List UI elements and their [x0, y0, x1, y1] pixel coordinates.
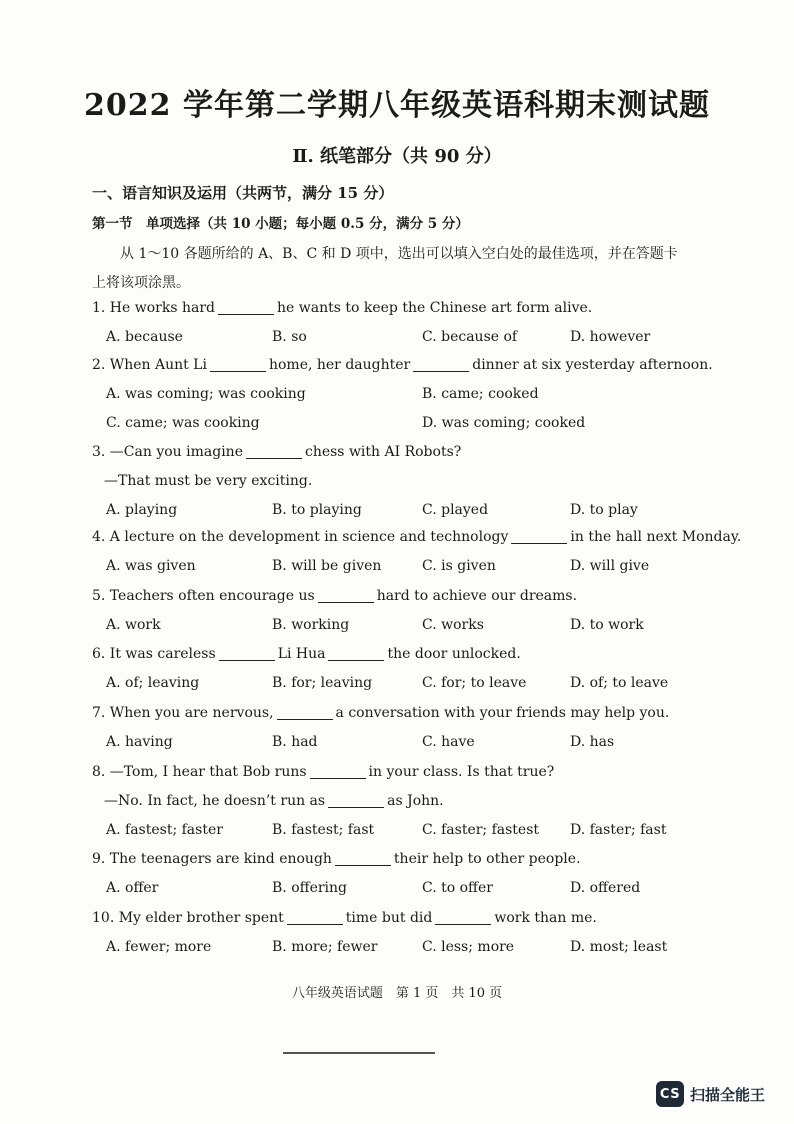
answer-option: B. for; leaving: [272, 675, 373, 691]
stem-text: their help to other people.: [393, 851, 581, 867]
answer-option: D. offered: [570, 880, 641, 896]
answer-option: C. works: [422, 617, 484, 633]
answer-option: D. most; least: [570, 939, 668, 955]
answer-blank: [435, 908, 491, 925]
answer-option: B. more; fewer: [272, 939, 378, 955]
options-row: [92, 933, 692, 962]
stem-text: as John.: [387, 793, 444, 809]
stem-text: in your class. Is that true?: [368, 764, 555, 780]
stem-text: a conversation with your friends may help you.: [335, 705, 670, 721]
answer-option: A. offer: [106, 880, 159, 896]
options-row: [92, 380, 692, 409]
stem-text: 7. When you are nervous,: [92, 705, 274, 721]
part-heading: 第一节 单项选择（共 10 小题；每小题 0.5 分，满分 5 分）: [92, 216, 469, 232]
stem-text: work than me.: [494, 910, 597, 926]
question-6: [92, 640, 692, 698]
stem-text: —That must be very exciting.: [104, 473, 313, 489]
stem-text: 2. When Aunt Li: [92, 357, 207, 373]
options-row: [92, 874, 692, 903]
answer-blank: [310, 762, 366, 779]
question-stem: [92, 582, 692, 611]
answer-option: B. so: [272, 329, 307, 345]
answer-blank: [210, 355, 266, 372]
question-stem: [92, 438, 692, 467]
scanner-app-name: 扫描全能王: [690, 1085, 766, 1104]
question-9: [92, 845, 692, 903]
answer-option: A. because: [106, 329, 183, 345]
stem-text: Li Hua: [277, 646, 326, 662]
answer-option: C. for; to leave: [422, 675, 527, 691]
stem-text: 6. It was careless: [92, 646, 216, 662]
answer-option: C. came; was cooking: [106, 415, 260, 431]
question-2: [92, 351, 713, 438]
stem-text: home, her daughter: [268, 357, 411, 373]
options-row: [92, 611, 692, 640]
answer-option: A. fastest; faster: [106, 822, 223, 838]
options-row: [92, 552, 692, 581]
question-stem: [92, 845, 692, 874]
stem-text: time but did: [345, 910, 433, 926]
answer-blank: [335, 849, 391, 866]
question-1: [92, 294, 692, 352]
answer-blank: [511, 527, 567, 544]
answer-option: B. fastest; fast: [272, 822, 375, 838]
answer-option: B. working: [272, 617, 350, 633]
answer-blank: [328, 644, 384, 661]
stem-text: 3. —Can you imagine: [92, 444, 243, 460]
question-5: [92, 582, 692, 640]
answer-option: D. to work: [570, 617, 644, 633]
exam-subtitle: Ⅱ. 纸笔部分（共 90 分）: [292, 146, 502, 167]
instructions: 从 1～10 各题所给的 A、B、C 和 D 项中，选出可以填入空白处的最佳选项，并在答题卡上将该项涂黑。: [92, 246, 678, 291]
stem-text: dinner at six yesterday afternoon.: [472, 357, 713, 373]
question-stem: [92, 467, 692, 496]
answer-option: D. was coming; cooked: [422, 415, 586, 431]
question-stem: [92, 758, 692, 787]
answer-option: A. fewer; more: [106, 939, 212, 955]
stem-text: he wants to keep the Chinese art form alive.: [277, 300, 593, 316]
question-stem: [92, 640, 692, 669]
stem-text: 5. Teachers often encourage us: [92, 588, 315, 604]
answer-option: C. have: [422, 734, 475, 750]
answer-option: D. of; to leave: [570, 675, 669, 691]
answer-option: A. was given: [106, 558, 196, 574]
answer-option: C. faster; fastest: [422, 822, 540, 838]
options-row: [92, 816, 692, 845]
answer-option: B. will be given: [272, 558, 382, 574]
answer-blank: [219, 644, 275, 661]
section-heading: 一、语言知识及运用（共两节，满分 15 分）: [92, 184, 394, 202]
answer-option: A. work: [106, 617, 161, 633]
camscanner-logo-icon: CS: [656, 1081, 684, 1107]
options-row: [92, 496, 692, 525]
answer-blank: [287, 908, 343, 925]
question-stem: [92, 699, 692, 728]
answer-option: D. faster; fast: [570, 822, 667, 838]
options-row: [92, 669, 692, 698]
options-row: [92, 728, 692, 757]
question-stem: [92, 904, 692, 933]
question-stem: [92, 523, 742, 552]
answer-option: A. of; leaving: [106, 675, 200, 691]
options-row: [92, 323, 692, 352]
answer-option: C. played: [422, 502, 489, 518]
answer-option: C. is given: [422, 558, 496, 574]
stem-text: 8. —Tom, I hear that Bob runs: [92, 764, 307, 780]
stem-text: 10. My elder brother spent: [92, 910, 284, 926]
answer-option: B. to playing: [272, 502, 362, 518]
question-10: [92, 904, 692, 962]
answer-option: D. however: [570, 329, 651, 345]
answer-blank: [277, 703, 333, 720]
answer-option: A. was coming; was cooking: [106, 386, 306, 402]
answer-option: A. playing: [106, 502, 178, 518]
stem-text: —No. In fact, he doesn’t run as: [104, 793, 326, 809]
answer-option: B. offering: [272, 880, 347, 896]
stem-text: chess with AI Robots?: [304, 444, 462, 460]
answer-option: A. having: [106, 734, 173, 750]
question-4: [92, 523, 742, 581]
stem-text: 4. A lecture on the development in science and technology: [92, 529, 509, 545]
answer-option: B. had: [272, 734, 318, 750]
question-3: [92, 438, 692, 525]
stem-text: 9. The teenagers are kind enough: [92, 851, 332, 867]
options-row: [92, 409, 692, 438]
stem-text: the door unlocked.: [387, 646, 521, 662]
stem-text: hard to achieve our dreams.: [376, 588, 578, 604]
question-stem: [92, 351, 713, 380]
question-stem: [92, 787, 692, 816]
answer-option: C. to offer: [422, 880, 493, 896]
answer-option: D. has: [570, 734, 615, 750]
answer-option: D. will give: [570, 558, 650, 574]
question-8: [92, 758, 692, 845]
answer-blank: [413, 355, 469, 372]
answer-blank: [328, 791, 384, 808]
answer-blank: [318, 586, 374, 603]
answer-option: B. came; cooked: [422, 386, 539, 402]
stem-text: in the hall next Monday.: [570, 529, 742, 545]
page-footer: 八年级英语试题 第 1 页 共 10 页: [291, 986, 503, 1001]
answer-option: D. to play: [570, 502, 638, 518]
answer-option: C. because of: [422, 329, 518, 345]
scanner-watermark: [656, 1080, 765, 1108]
exam-title: 2022 学年第二学期八年级英语科期末测试题: [84, 88, 710, 123]
question-7: [92, 699, 692, 757]
question-stem: [92, 294, 692, 323]
footer-rule: [283, 1052, 435, 1054]
answer-option: C. less; more: [422, 939, 515, 955]
answer-blank: [246, 442, 302, 459]
answer-blank: [218, 298, 274, 315]
stem-text: 1. He works hard: [92, 300, 215, 316]
